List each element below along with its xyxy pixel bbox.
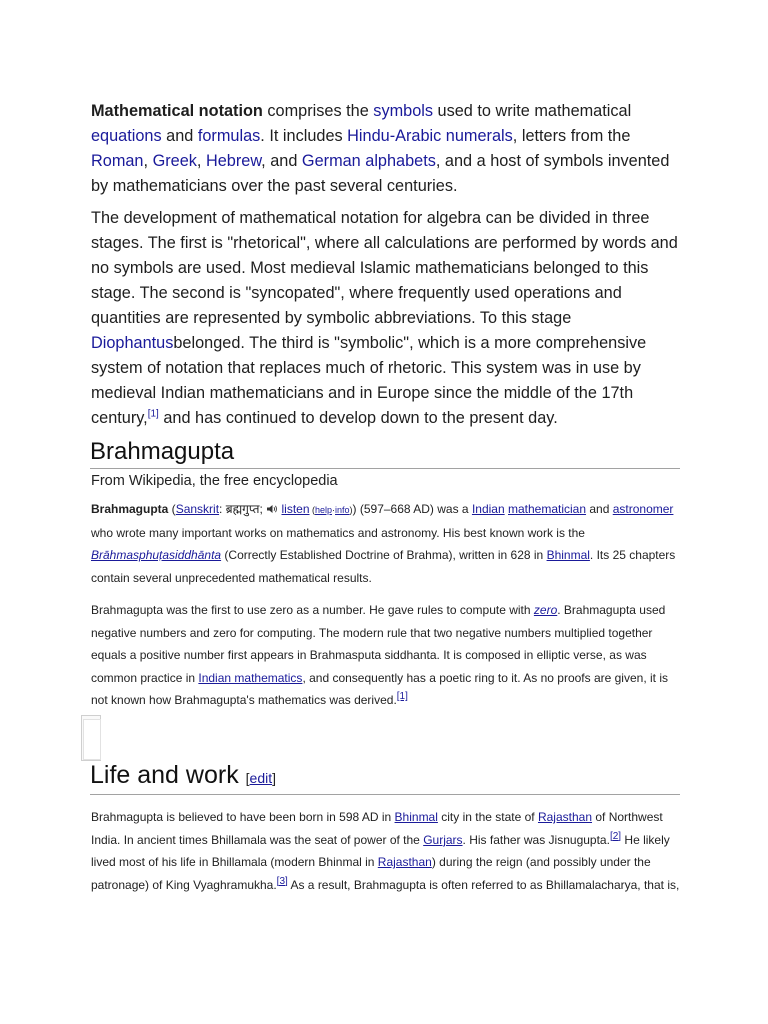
text-run: The development of mathematical notation for algebra can be divided in three stages. The first is "rhetorical", where all calculations are performed by words and no symbols are used. Most medieval Islamic mathematicians belonged to this stage. The second is "syncopated", where frequently used operations and quantities are represented by symbolic abbreviations. To this stage bbox=[91, 209, 678, 327]
link-info[interactable]: info bbox=[335, 505, 350, 515]
link-help[interactable]: help bbox=[315, 505, 333, 515]
text-run: , and bbox=[261, 152, 302, 170]
bold-term: Mathematical notation bbox=[91, 102, 263, 120]
article-life-paragraph bbox=[91, 806, 681, 896]
link-bhinmal[interactable]: Bhinmal bbox=[394, 810, 438, 824]
article-tagline: From Wikipedia, the free encyclopedia bbox=[91, 473, 338, 489]
link-br-hmasphu-asiddh-nta[interactable]: Brāhmasphuṭasiddhānta bbox=[91, 548, 222, 563]
link-sanskrit[interactable]: Sanskrit bbox=[175, 502, 220, 516]
link-formulas[interactable]: formulas bbox=[197, 127, 261, 145]
text-run: Brahmagupta is believed to have been born in 598 AD in bbox=[91, 810, 395, 824]
text-run: , and consequently has a poetic ring to it. As no proofs are given, it is not known how Brahmagupta's mathematics was derived. bbox=[91, 670, 668, 708]
section-title: Life and work bbox=[90, 761, 239, 789]
text-run: belonged. The third is "symbolic", which is a more comprehensive system of notation that replaces much of rhetoric. This system was in use by medieval Indian mathematicians and in Europe since the middle of the 17th century, bbox=[91, 334, 647, 427]
article-lead-paragraph bbox=[91, 498, 681, 589]
link-zero[interactable]: zero bbox=[533, 603, 558, 617]
bold-term: Brahmagupta bbox=[91, 502, 169, 516]
edit-bracket-open: [ bbox=[245, 770, 250, 786]
text-run: He likely lived most of his life in Bhillamala (modern Bhinmal in bbox=[91, 832, 670, 870]
link-hebrew[interactable]: Hebrew bbox=[205, 152, 262, 170]
link-mathematician[interactable]: mathematician bbox=[507, 502, 587, 516]
link-hindu-arabic-numerals[interactable]: Hindu-Arabic numerals bbox=[347, 127, 513, 145]
text-run: ) during the reign (and possibly under the patronage) of King Vyaghramukha. bbox=[91, 855, 651, 892]
link-astronomer[interactable]: astronomer bbox=[612, 502, 674, 516]
citation-link[interactable]: [1] bbox=[147, 408, 159, 420]
image-thumbnail-placeholder[interactable] bbox=[81, 715, 101, 761]
text-run: who wrote many important works on mathematics and astronomy. His best known work is the bbox=[91, 525, 585, 540]
edit-link[interactable]: edit bbox=[249, 770, 273, 786]
link-indian-mathematics[interactable]: Indian mathematics bbox=[198, 670, 303, 685]
text-run: : ब्रह्मगुप्त; bbox=[219, 502, 267, 516]
small-text: · bbox=[332, 505, 336, 515]
text-run: . Brahmagupta used negative numbers and zero for computing. The modern rule that two negative numbers multiplied together equals a positive number first appears in Brahmasputa siddhanta. It is composed in elliptic verse, as was common practice in bbox=[91, 603, 666, 685]
edit-bracket-close: ] bbox=[272, 770, 277, 786]
small-text: ( bbox=[309, 505, 315, 515]
link-indian[interactable]: Indian bbox=[471, 502, 505, 516]
citation-link[interactable]: [1] bbox=[396, 691, 408, 703]
link-diophantus[interactable]: Diophantus bbox=[91, 334, 174, 352]
link-rajasthan[interactable]: Rajasthan bbox=[537, 810, 593, 824]
link-rajasthan[interactable]: Rajasthan bbox=[377, 855, 432, 870]
citation-link[interactable]: [2] bbox=[609, 830, 622, 842]
text-run: city in the state of bbox=[437, 810, 538, 824]
text-run: (Correctly Established Doctrine of Brahma), written in 628 in bbox=[221, 548, 547, 563]
text-run: As a result, Brahmagupta is often referred to as Bhillamalacharya, that is, bbox=[287, 877, 680, 892]
link-greek[interactable]: Greek bbox=[152, 152, 197, 170]
text-run: comprises the bbox=[262, 102, 374, 120]
text-run: , bbox=[143, 152, 153, 170]
link-roman[interactable]: Roman bbox=[91, 152, 144, 170]
text-run: used to write mathematical bbox=[433, 102, 632, 120]
text-run: , and a host of symbols invented by mathematicians over the past several centuries. bbox=[91, 152, 670, 195]
speaker-icon[interactable] bbox=[266, 499, 278, 509]
text-run: and has continued to develop down to the present day. bbox=[158, 409, 558, 427]
text-run: . Its 25 chapters contain several unprecedented mathematical results. bbox=[91, 548, 676, 585]
citation-link[interactable]: [3] bbox=[276, 875, 288, 887]
link-listen[interactable]: listen bbox=[281, 502, 310, 516]
text-run: . His father was Jisnugupta. bbox=[462, 832, 610, 847]
small-text: ) bbox=[349, 505, 353, 515]
link-equations[interactable]: equations bbox=[91, 127, 162, 145]
link-german-alphabets[interactable]: German alphabets bbox=[301, 152, 436, 170]
text-run: of Northwest India. In ancient times Bhillamala was the seat of power of the bbox=[91, 810, 663, 847]
link-symbols[interactable]: symbols bbox=[373, 102, 434, 120]
section-edit bbox=[246, 770, 276, 786]
text-run: and bbox=[161, 127, 198, 145]
article-title: Brahmagupta bbox=[90, 437, 680, 469]
text-run: ( bbox=[168, 502, 176, 516]
text-run: and bbox=[586, 502, 613, 516]
intro-paragraph-notation bbox=[91, 99, 691, 199]
intro-paragraph-development bbox=[91, 206, 691, 431]
text-run: , bbox=[196, 152, 206, 170]
section-heading-life-and-work bbox=[90, 760, 680, 795]
text-run: ) (597–668 AD) was a bbox=[352, 502, 472, 516]
link-bhinmal[interactable]: Bhinmal bbox=[546, 548, 590, 563]
text-run: Brahmagupta was the first to use zero as a number. He gave rules to compute with bbox=[91, 603, 534, 617]
link-gurjars[interactable]: Gurjars bbox=[423, 832, 463, 847]
text-run: , letters from the bbox=[512, 127, 631, 145]
text-run: . It includes bbox=[260, 127, 348, 145]
article-zero-paragraph bbox=[91, 599, 681, 712]
